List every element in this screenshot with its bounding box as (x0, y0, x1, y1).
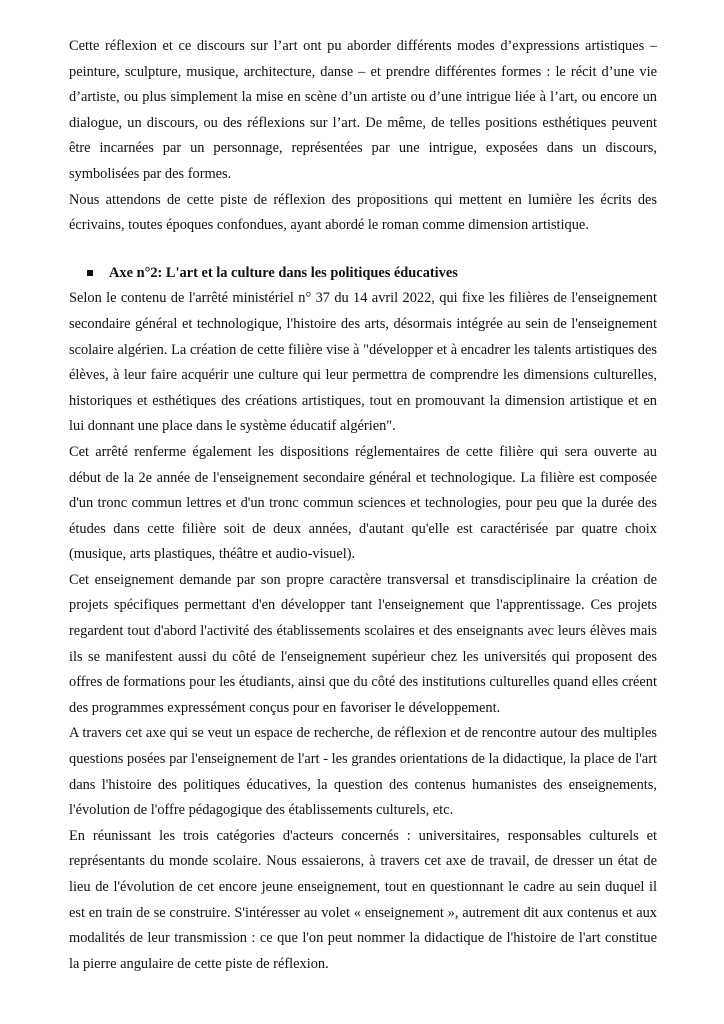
axis-2-heading (69, 261, 657, 287)
paragraph-regulatory-provisions: Cet arrêté renferme également les dispositions réglementaires de cette filière qui sera ouverte au début de la 2e année de l'enseignement secondaire général et technologique. La filière est composée d'un tronc commun lettres et d'un tronc commun sciences et technologies, pour peu que la durée des études dans cette filière soit de deux années, d'autant qu'elle est caractérisée par quatre choix (musique, arts plastiques, théâtre et audio-visuel). (69, 443, 657, 563)
square-bullet-icon (87, 270, 93, 276)
paragraph-transversal-teaching: Cet enseignement demande par son propre caractère transversal et transdisciplinaire la création de projets spécifiques permettant d'en développer tant l'enseignement que l'apprentissage. Ces projets regardent tout d'abord l'activité des établissements scolaires et des enseignants avec leurs élèves mais ils se manifestent aussi du côté de l'enseignement supérieur chez les universités qui proposent des offres de formations pour les étudiants, ainsi que du côté des institutions culturelles quand elles créent des programmes expressément conçus pour en favoriser le développement. (69, 571, 657, 716)
paragraph-research-space: A travers cet axe qui se veut un espace de recherche, de réflexion et de rencontre autour des multiples questions posées par l'enseignement de l'art - les grandes orientations de la didactique, la place de l'art dans l'histoire des politiques éducatives, la question des contenus humanistes des enseignements, l'évolution de l'offre pédagogique des établissements culturels, etc. (69, 725, 657, 819)
paragraph-three-actors: En réunissant les trois catégories d'acteurs concernés : universitaires, responsables culturels et représentants du monde scolaire. Nous essaierons, à travers cet axe de travail, de dresser un état de lieu de l'évolution de cet encore jeune enseignement, tout en questionnant le cadre au sein duquel il est en train de se construire. S'intéresser au volet « enseignement », autrement dit aux contenus et aux modalités de leur transmission : ce que l'on peut nommer la didactique de l'histoire de l'art constitue la pierre angulaire de cette piste de réflexion. (69, 827, 657, 972)
axis-2-heading-text: Axe n°2: L'art et la culture dans les politiques éducatives (109, 264, 458, 281)
section-gap (69, 239, 657, 261)
paragraph-ministerial-decree: Selon le contenu de l'arrêté ministériel n° 37 du 14 avril 2022, qui fixe les filières de l'enseignement secondaire général et technologique, l'histoire des arts, désormais intégrée au sein de l'enseignement scolaire algérien. La création de cette filière vise à "développer et à encadrer les talents artistiques des élèves, à leur faire acquérir une culture qui leur permettra de comprendre les dimensions culturelles, historiques et esthétiques des créations artistiques, tout en promouvant la dimension artistique et en lui donnant une place dans le système éducatif algérien". (69, 290, 657, 435)
paragraph-art-discourse: Cette réflexion et ce discours sur l’art ont pu aborder différents modes d’expressions artistiques – peinture, sculpture, musique, architecture, danse – et prendre différentes formes : le récit d’une vie d’artiste, ou plus simplement la mise en scène d’un artiste ou d’une intrigue liée à l’art, ou encore un dialogue, un discours, ou des réflexions sur l’art. De même, de telles positions esthétiques peuvent être incarnées par un personnage, représentées par une intrigue, exposées dans un discours, symbolisées par des formes. (69, 38, 657, 182)
paragraph-writers-proposals: Nous attendons de cette piste de réflexion des propositions qui mettent en lumière les écrits des écrivains, toutes époques confondues, ayant abordé le roman comme dimension artistique. (69, 191, 657, 234)
